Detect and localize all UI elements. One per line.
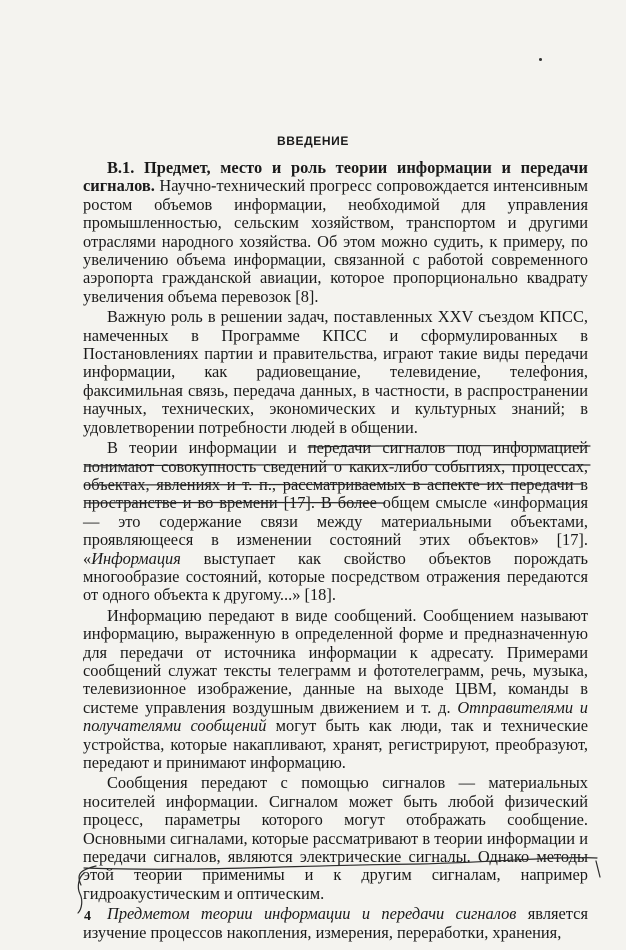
term-senders-receivers: Отправителями и получателями сообщений bbox=[83, 697, 588, 736]
page-heading: ВВЕДЕНИЕ bbox=[277, 134, 349, 148]
paragraph-4-part-b: могут быть как люди, так и технические устройства, которые накапливают, хранят, регистрируют, преобразуют, передают и принимают информацию. bbox=[83, 716, 588, 772]
paragraph-4-part-a: Информацию передают в виде сообщений. Сообщением называют информацию, выраженную в определенной форме и предназначенную для передачи от источника информации к адресату. Примерами сообщений служат тексты телеграмм и фототелеграмм, речь, музыка, телевизионное изображение, данные на выходе ЦВМ, команды в системе управления воздушным движением и т. д. bbox=[83, 605, 588, 717]
paragraph-3-part-a: В теории информации и передачи сигналов под информацией понимают совокупность сведений о каких-либо событиях, процессах, объектах, явлениях и т. п., рассматриваемых в аспекте их передачи в пространстве и во времени [17]. В более общем смысле «информация — это содержание связи между материальными объектами, проявляющееся в изменении состояний этих объектов» [17]. « bbox=[83, 438, 588, 568]
underline-4 bbox=[85, 503, 385, 504]
underline-2 bbox=[85, 465, 590, 466]
paragraph-5: Сообщения передают с помощью сигналов — материальных носителей информации. Сигналом может быть любой физический процесс, параметры которого могут отображать сообщение. Основными сигналами, которые рассматривают в теории информации и передачи сигналов, являются электрические сигналы. Однако методы этой теории применимы и к другим сигналам, например гидроакустическим и оптическим. bbox=[83, 773, 588, 903]
paragraph-2: Важную роль в решении задач, поставленных XXV съездом КПСС, намеченных в Программе КПСС и сформулированных в Постановлениях партии и правительства, играют такие виды передачи информации, как радиовещание, телевидение, телефония, факсимильная связь, передача данных, в частности, в распространении научных, технических, экономических и культурных знаний; в удовлетворении потребности людей в общении. bbox=[83, 307, 588, 437]
underline-1 bbox=[308, 446, 590, 447]
underline-3 bbox=[85, 484, 583, 485]
paragraph-3-part-b: выступает как свойство объектов порождать многообразие состояний, которые посредством отражения передаются от одного объекта к другому...» [18]. bbox=[83, 548, 588, 605]
term-information: Информация bbox=[91, 548, 181, 568]
term-subject-of-theory: Предметом теории информации и передачи сигналов bbox=[107, 904, 517, 924]
margin-tick bbox=[596, 861, 600, 877]
section-title: В.1. Предмет, место и роль теории информации и передачи сигналов. bbox=[83, 158, 588, 196]
paragraph-6-part-b: является изучение процессов накопления, измерения, переработки, хранения, bbox=[83, 904, 588, 942]
page-number: 4 bbox=[84, 909, 91, 924]
paragraph-1-text: Научно-технический прогресс сопровождается интенсивным ростом объемов информации, необходимой для управления промышленностью, сельским хозяйством, транспортом и другими отраслями народного хозяйства. Об этом можно судить, к примеру, по увеличению объема информации, связанной с работой современного аэропорта гражданской авиации, которое пропорционально квадрату увеличения объема перевозок [8]. bbox=[83, 176, 588, 306]
underline-5 bbox=[84, 858, 597, 870]
